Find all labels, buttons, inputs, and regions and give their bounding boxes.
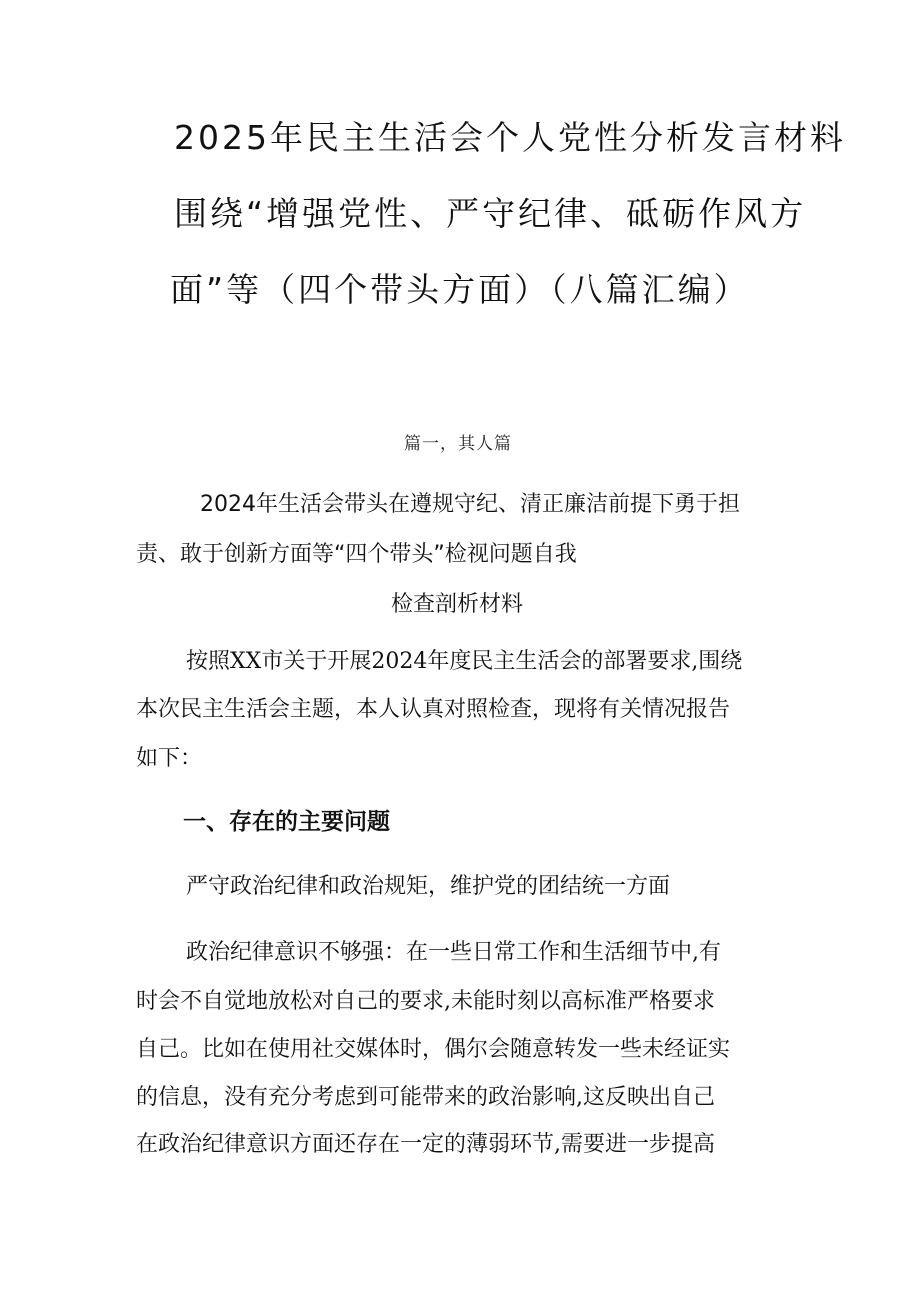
subsection-title: 严守政治纪律和政治规矩，维护党的团结统一方面 [186,874,671,899]
paragraph-line-2: 时会不自觉地放松对自己的要求,未能时刻以高标准严格要求 [136,989,715,1014]
document-title-line-1: 2025年民主生活会个人党性分析发言材料 [174,118,846,157]
paragraph-line-1: 政治纪律意识不够强：在一些日常工作和生活细节中,有 [186,940,721,965]
paragraph-line-3: 自己。比如在使用社交媒体时，偶尔会随意转发一些未经证实 [136,1037,731,1062]
document-title-line-2: 围绕“增强党性、严守纪律、砥砺作风方 [174,194,807,233]
document-title-line-3: 面”等（四个带头方面）（八篇汇编） [170,270,750,309]
paragraph-line-4: 的信息，没有充分考虑到可能带来的政治影响,这反映出自己 [136,1085,715,1110]
intro-line-1: 按照XX市关于开展2024年度民主生活会的部署要求,围绕 [186,649,743,674]
subtitle-line-2: 责、敢于创新方面等“四个带头”检视问题自我 [136,542,577,567]
subtitle-line-3: 检查剖析材料 [391,592,524,617]
intro-line-2: 本次民主生活会主题，本人认真对照检查，现将有关情况报告 [136,697,731,722]
paragraph-line-5: 在政治纪律意识方面还存在一定的薄弱环节,需要进一步提高 [136,1132,715,1157]
subtitle-line-1: 2024年生活会带头在遵规守纪、清正廉洁前提下勇于担 [200,492,740,517]
intro-line-3: 如下： [136,746,203,771]
chapter-label: 篇一，其人篇 [404,434,512,454]
section-heading: 一、存在的主要问题 [183,809,390,835]
